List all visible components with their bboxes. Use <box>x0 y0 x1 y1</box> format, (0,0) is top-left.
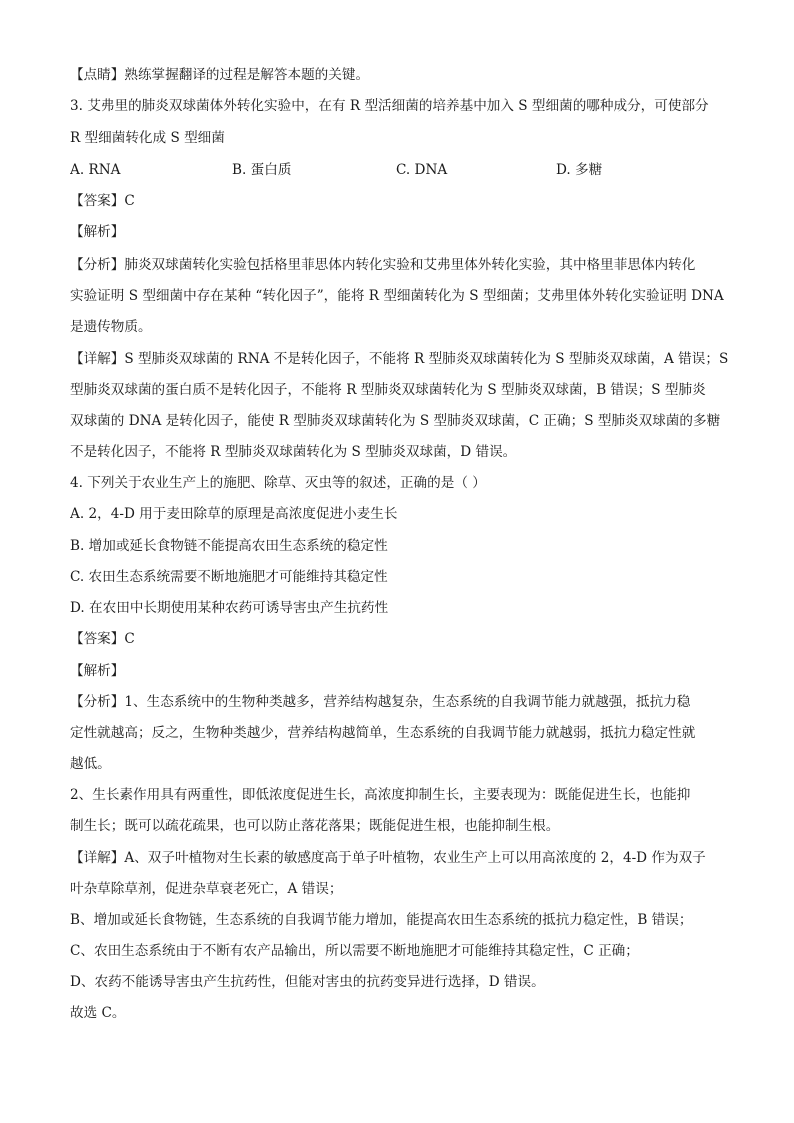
q4-analysis1-line-2: 定性就越高；反之，生物种类越少，营养结构越简单，生态系统的自我调节能力就越弱，抵抗力稳定性就 <box>70 725 696 741</box>
q4-option-b: B. 增加或延长食物链不能提高农田生态系统的稳定性 <box>70 538 388 554</box>
q4-detail-line-4: C、农田生态系统由于不断有农产品输出，所以需要不断地施肥才可能维持其稳定性，C 正确； <box>70 943 639 959</box>
q3-analysis-line-2: 实验证明 S 型细菌中存在某种 “转化因子”，能将 R 型细菌转化为 S 型细菌；艾弗里体外转化实验证明 DNA <box>70 288 724 304</box>
q3-answer: 【答案】C <box>70 193 135 209</box>
q3-jiexi-heading: 【解析】 <box>70 224 125 240</box>
q3-analysis-line-1: 【分析】肺炎双球菌转化实验包括格里菲思体内转化实验和艾弗里体外转化实验，其中格里菲思体内转化 <box>70 257 696 273</box>
q3-option-a: A. RNA <box>70 162 121 178</box>
q3-detail-line-4: 不是转化因子，不能将 R 型肺炎双球菌转化为 S 型肺炎双球菌，D 错误。 <box>70 444 517 460</box>
q3-stem-line-1: 3. 艾弗里的肺炎双球菌体外转化实验中，在有 R 型活细菌的培养基中加入 S 型细菌的哪种成分，可使部分 <box>70 98 709 114</box>
q3-options <box>70 160 738 180</box>
q3-option-b: B. 蛋白质 <box>232 162 292 178</box>
q4-stem: 4. 下列关于农业生产上的施肥、除草、灭虫等的叙述，正确的是（ ） <box>70 475 486 491</box>
q3-detail-line-1: 【详解】S 型肺炎双球菌的 RNA 不是转化因子，不能将 R 型肺炎双球菌转化为 S 型肺炎双球菌，A 错误；S <box>70 351 729 367</box>
q4-detail-line-5: D、农药不能诱导害虫产生抗药性，但能对害虫的抗药变异进行选择，D 错误。 <box>70 974 545 990</box>
q3-option-d: D. 多糖 <box>556 162 603 178</box>
q3-stem-line-2: R 型细菌转化成 S 型细菌 <box>70 130 225 146</box>
q3-detail-line-2: 型肺炎双球菌的蛋白质不是转化因子，不能将 R 型肺炎双球菌转化为 S 型肺炎双球菌，B 错误；S 型肺炎 <box>70 382 706 398</box>
q4-detail-line-3: B、增加或延长食物链，生态系统的自我调节能力增加，能提高农田生态系统的抵抗力稳定性，B 错误； <box>70 912 693 928</box>
q4-analysis2-line-2: 制生长；既可以疏花疏果，也可以防止落花落果；既能促进生根，也能抑制生根。 <box>70 818 560 834</box>
q4-option-c: C. 农田生态系统需要不断地施肥才可能维持其稳定性 <box>70 569 388 585</box>
q4-option-d: D. 在农田中长期使用某种农药可诱导害虫产生抗药性 <box>70 600 389 616</box>
q4-detail-line-2: 叶杂草除草剂，促进杂草衰老死亡，A 错误； <box>70 881 343 897</box>
q4-detail-line-1: 【详解】A、双子叶植物对生长素的敏感度高于单子叶植物，农业生产上可以用高浓度的 2，4-D 作为双子 <box>70 850 706 866</box>
q4-analysis1-line-3: 越低。 <box>70 756 111 772</box>
q4-answer: 【答案】C <box>70 631 135 647</box>
q4-analysis1-line-1: 【分析】1、生态系统中的生物种类越多，营养结构越复杂，生态系统的自我调节能力就越强，抵抗力稳 <box>70 694 691 710</box>
dianjing-note: 【点睛】熟练掌握翻译的过程是解答本题的关键。 <box>70 67 370 83</box>
q3-analysis-line-3: 是遗传物质。 <box>70 319 152 335</box>
q3-detail-line-3: 双球菌的 DNA 是转化因子，能使 R 型肺炎双球菌转化为 S 型肺炎双球菌，C 正确；S 型肺炎双球菌的多糖 <box>70 413 721 429</box>
q4-option-a: A. 2，4-D 用于麦田除草的原理是高浓度促进小麦生长 <box>70 506 398 522</box>
q4-jiexi-heading: 【解析】 <box>70 663 125 679</box>
q3-option-c: C. DNA <box>396 162 448 178</box>
q4-conclusion: 故选 C。 <box>70 1005 126 1021</box>
q4-analysis2-line-1: 2、生长素作用具有两重性，即低浓度促进生长，高浓度抑制生长，主要表现为：既能促进生长，也能抑 <box>70 787 691 803</box>
